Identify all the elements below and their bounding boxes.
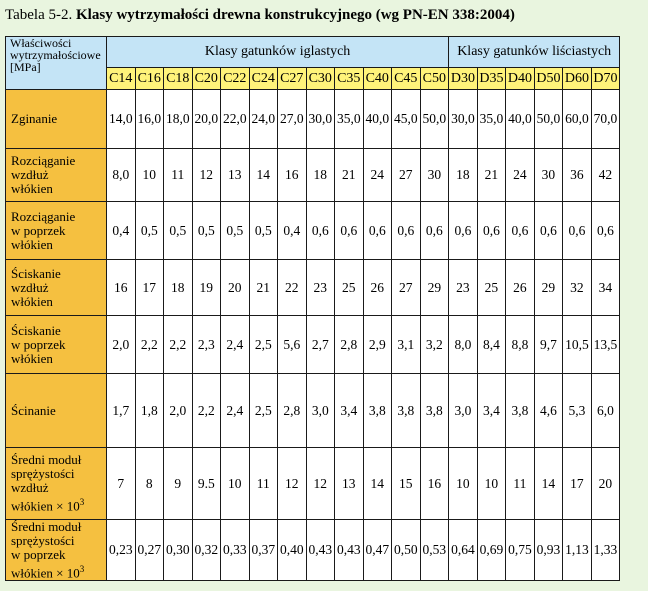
header-row-groups [6, 37, 620, 68]
table-cell: 0,47 [363, 520, 392, 581]
row-label-text: w poprzek [11, 222, 66, 238]
row-label-line [11, 562, 106, 580]
row-label-text: wzdłuż [11, 279, 49, 295]
table-cell: 13,5 [591, 316, 620, 374]
table-cell: 3,0 [449, 374, 478, 448]
table-cell: 0,40 [278, 520, 307, 581]
row-label-text: Ściskanie [11, 265, 61, 281]
table-cell: 0,6 [420, 202, 449, 260]
table-cell: 30,0 [449, 90, 478, 149]
table-cell: 0,6 [506, 202, 535, 260]
table-cell: 26 [363, 260, 392, 316]
table-cell: 70,0 [591, 90, 620, 149]
table-cell: 8,0 [107, 149, 136, 202]
class-header: C24 [249, 68, 278, 90]
row-label-text: Rozciąganie [11, 153, 76, 168]
table-caption [5, 6, 515, 24]
table-cell: 24 [506, 149, 535, 202]
table-cell: 8,0 [449, 316, 478, 374]
row-label-line [11, 112, 106, 126]
class-header: D40 [506, 68, 535, 90]
table-cell: 9.5 [192, 448, 221, 520]
table-cell: 0,6 [591, 202, 620, 260]
group-header-coniferous: Klasy gatunków iglastych [107, 37, 449, 68]
table-cell: 0,5 [164, 202, 193, 260]
table-cell: 16 [107, 260, 136, 316]
table-cell: 8,4 [477, 316, 506, 374]
table-cell: 6,0 [591, 374, 620, 448]
class-header: C50 [420, 68, 449, 90]
table-cell: 1,33 [591, 520, 620, 581]
row-label-text: Rozciąganie [11, 208, 76, 224]
class-header: D35 [477, 68, 506, 90]
table-row [6, 149, 620, 202]
corner-header-line: [MPa] [10, 60, 41, 74]
table-row [6, 520, 620, 581]
table-cell: 0,6 [563, 202, 592, 260]
row-label [6, 374, 107, 448]
row-label [6, 520, 107, 581]
corner-header [6, 37, 107, 90]
table-cell: 0,6 [477, 202, 506, 260]
table-cell: 18 [164, 260, 193, 316]
row-label [6, 260, 107, 316]
table-cell: 18,0 [164, 90, 193, 149]
row-label-text: Ścinanie [11, 402, 56, 418]
class-header: C40 [363, 68, 392, 90]
table-cell: 29 [534, 260, 563, 316]
row-label-line [11, 520, 106, 534]
row-label-text: Ściskanie [11, 322, 61, 338]
table-cell: 0,32 [192, 520, 221, 581]
row-label-line [11, 352, 106, 366]
table-cell: 0,43 [335, 520, 364, 581]
table-cell: 2,3 [192, 316, 221, 374]
table-cell: 2,8 [278, 374, 307, 448]
caption-title: Klasy wytrzymałości drewna konstrukcyjnego (wg PN-EN 338:2004) [76, 7, 515, 23]
table-cell: 21 [477, 149, 506, 202]
table-cell: 0,27 [135, 520, 164, 581]
table-cell: 9 [164, 448, 193, 520]
table-row [6, 202, 620, 260]
table-cell: 0,53 [420, 520, 449, 581]
table-cell: 10 [135, 149, 164, 202]
table-cell: 0,37 [249, 520, 278, 581]
table-cell: 2,2 [135, 316, 164, 374]
table-cell: 22,0 [221, 90, 250, 149]
table-cell: 3,4 [335, 374, 364, 448]
table-cell: 50,0 [420, 90, 449, 149]
row-label-text: wzdłuż [11, 480, 49, 496]
table-cell: 2,7 [306, 316, 335, 374]
row-label-line [11, 404, 106, 418]
table-cell: 3,2 [420, 316, 449, 374]
table-row [6, 448, 620, 520]
table-cell: 9,7 [534, 316, 563, 374]
table-cell: 20 [221, 260, 250, 316]
table-row [6, 90, 620, 149]
table-cell: 12 [306, 448, 335, 520]
row-label-text: włókien [11, 293, 53, 309]
table-cell: 0,5 [135, 202, 164, 260]
table-cell: 0,4 [278, 202, 307, 260]
row-label-text: wzdłuż [11, 167, 49, 182]
row-label-line [11, 534, 106, 548]
table-cell: 14 [534, 448, 563, 520]
table-cell: 0,33 [221, 520, 250, 581]
row-label-text: w poprzek [11, 547, 66, 562]
row-label-exponent: 3 [79, 564, 85, 574]
table-cell: 34 [591, 260, 620, 316]
table-cell: 0,5 [221, 202, 250, 260]
row-label-line [11, 324, 106, 338]
table-cell: 2,9 [363, 316, 392, 374]
table-cell: 0,93 [534, 520, 563, 581]
table-cell: 18 [449, 149, 478, 202]
table-cell: 2,5 [249, 316, 278, 374]
table-cell: 2,0 [164, 374, 193, 448]
table-cell: 13 [335, 448, 364, 520]
table-cell: 10 [477, 448, 506, 520]
corner-header-line: wytrzymałościowe [10, 48, 101, 62]
table-cell: 0,30 [164, 520, 193, 581]
row-label-text: włókien [11, 350, 53, 366]
table-cell: 3,8 [506, 374, 535, 448]
row-label-line [11, 182, 106, 196]
table-cell: 21 [335, 149, 364, 202]
row-label [6, 316, 107, 374]
table-cell: 0,5 [192, 202, 221, 260]
table-cell: 16 [278, 149, 307, 202]
table-cell: 12 [192, 149, 221, 202]
table-cell: 1,8 [135, 374, 164, 448]
table-cell: 32 [563, 260, 592, 316]
table-cell: 0,5 [249, 202, 278, 260]
table-cell: 3,8 [392, 374, 421, 448]
table-cell: 4,6 [534, 374, 563, 448]
table-cell: 17 [563, 448, 592, 520]
row-label-line [11, 295, 106, 309]
table-cell: 27 [392, 149, 421, 202]
table-cell: 11 [506, 448, 535, 520]
table-cell: 2,0 [107, 316, 136, 374]
table-cell: 30 [420, 149, 449, 202]
table-cell: 8 [135, 448, 164, 520]
row-label-line [11, 154, 106, 168]
strength-classes-table [5, 36, 620, 581]
row-label-text: włókien × 10 [11, 565, 80, 581]
table-cell: 2,4 [221, 316, 250, 374]
table-cell: 35,0 [335, 90, 364, 149]
table-cell: 14 [249, 149, 278, 202]
table-cell: 0,75 [506, 520, 535, 581]
table-cell: 23 [306, 260, 335, 316]
row-label-line [11, 224, 106, 238]
class-header: D30 [449, 68, 478, 90]
table-cell: 24,0 [249, 90, 278, 149]
table-cell: 15 [392, 448, 421, 520]
table-cell: 0,6 [449, 202, 478, 260]
table-cell: 0,6 [392, 202, 421, 260]
table-cell: 3,4 [477, 374, 506, 448]
table-cell: 40,0 [363, 90, 392, 149]
row-label-line [11, 210, 106, 224]
table-cell: 5,6 [278, 316, 307, 374]
row-label-line [11, 481, 106, 495]
corner-header-line: Właściwości [10, 36, 72, 50]
class-header: C30 [306, 68, 335, 90]
row-label-line [11, 467, 106, 481]
class-header: D50 [534, 68, 563, 90]
table-cell: 1,13 [563, 520, 592, 581]
table-cell: 0,6 [534, 202, 563, 260]
class-header: C45 [392, 68, 421, 90]
table-cell: 21 [249, 260, 278, 316]
class-header: D60 [563, 68, 592, 90]
class-header: C27 [278, 68, 307, 90]
row-label-text: włókien [11, 236, 53, 252]
table-cell: 2,4 [221, 374, 250, 448]
table-cell: 2,2 [164, 316, 193, 374]
row-label-line [11, 548, 106, 562]
table-cell: 0,4 [107, 202, 136, 260]
table-cell: 16 [420, 448, 449, 520]
table-cell: 30,0 [306, 90, 335, 149]
table-cell: 0,6 [335, 202, 364, 260]
row-label [6, 202, 107, 260]
row-label-line [11, 281, 106, 295]
table-cell: 18 [306, 149, 335, 202]
table-cell: 19 [192, 260, 221, 316]
table-cell: 10 [449, 448, 478, 520]
table-cell: 10 [221, 448, 250, 520]
row-label-line [11, 453, 106, 467]
table-cell: 0,6 [306, 202, 335, 260]
table-cell: 5,3 [563, 374, 592, 448]
table-row [6, 260, 620, 316]
table-cell: 25 [477, 260, 506, 316]
table-cell: 30 [534, 149, 563, 202]
caption-prefix: Tabela 5-2. [5, 7, 73, 23]
table-cell: 14 [363, 448, 392, 520]
table-cell: 11 [249, 448, 278, 520]
row-label [6, 149, 107, 202]
table-cell: 35,0 [477, 90, 506, 149]
table-cell: 3,0 [306, 374, 335, 448]
class-header: D70 [591, 68, 620, 90]
row-label-text: Zginanie [11, 111, 58, 126]
table-cell: 50,0 [534, 90, 563, 149]
group-header-deciduous: Klasy gatunków liściastych [449, 37, 620, 68]
table-cell: 3,8 [363, 374, 392, 448]
table-cell: 7 [107, 448, 136, 520]
table-cell: 40,0 [506, 90, 535, 149]
table-cell: 45,0 [392, 90, 421, 149]
table-cell: 24 [363, 149, 392, 202]
row-label-text: w poprzek [11, 336, 66, 352]
class-header: C22 [221, 68, 250, 90]
table-cell: 2,5 [249, 374, 278, 448]
table-cell: 0,43 [306, 520, 335, 581]
table-cell: 0,23 [107, 520, 136, 581]
row-label-text: Średni moduł [11, 452, 82, 468]
table-cell: 13 [221, 149, 250, 202]
table-cell: 25 [335, 260, 364, 316]
table-cell: 60,0 [563, 90, 592, 149]
row-label-exponent: 3 [79, 497, 85, 508]
class-header: C35 [335, 68, 364, 90]
row-label-line [11, 267, 106, 281]
row-label-text: sprężystości [11, 533, 75, 548]
row-label-text: Średni moduł [11, 519, 82, 534]
table-cell: 27,0 [278, 90, 307, 149]
table-cell: 0,6 [363, 202, 392, 260]
table-cell: 26 [506, 260, 535, 316]
table-row [6, 374, 620, 448]
table-cell: 42 [591, 149, 620, 202]
table-cell: 1,7 [107, 374, 136, 448]
table-cell: 14,0 [107, 90, 136, 149]
table-cell: 23 [449, 260, 478, 316]
row-label-line [11, 238, 106, 252]
table-cell: 0,64 [449, 520, 478, 581]
row-label [6, 448, 107, 520]
class-header: C14 [107, 68, 136, 90]
table-cell: 2,2 [192, 374, 221, 448]
table-cell: 16,0 [135, 90, 164, 149]
table-row [6, 316, 620, 374]
table-cell: 10,5 [563, 316, 592, 374]
row-label-line [11, 168, 106, 182]
table-cell: 12 [278, 448, 307, 520]
table-cell: 27 [392, 260, 421, 316]
row-label-line [11, 338, 106, 352]
class-header: C20 [192, 68, 221, 90]
table-cell: 29 [420, 260, 449, 316]
table-cell: 11 [164, 149, 193, 202]
table-cell: 8,8 [506, 316, 535, 374]
table-cell: 0,50 [392, 520, 421, 581]
row-label-text: włókien [11, 181, 53, 196]
row-label-text: sprężystości [11, 466, 75, 482]
table-cell: 22 [278, 260, 307, 316]
table-cell: 17 [135, 260, 164, 316]
table-cell: 2,8 [335, 316, 364, 374]
class-header: C16 [135, 68, 164, 90]
table-cell: 3,1 [392, 316, 421, 374]
table-cell: 3,8 [420, 374, 449, 448]
table-cell: 20,0 [192, 90, 221, 149]
table-cell: 36 [563, 149, 592, 202]
table-cell: 20 [591, 448, 620, 520]
row-label [6, 90, 107, 149]
row-label-text: włókien × 10 [11, 498, 80, 514]
table-cell: 0,69 [477, 520, 506, 581]
class-header: C18 [164, 68, 193, 90]
row-label-line [11, 495, 106, 513]
